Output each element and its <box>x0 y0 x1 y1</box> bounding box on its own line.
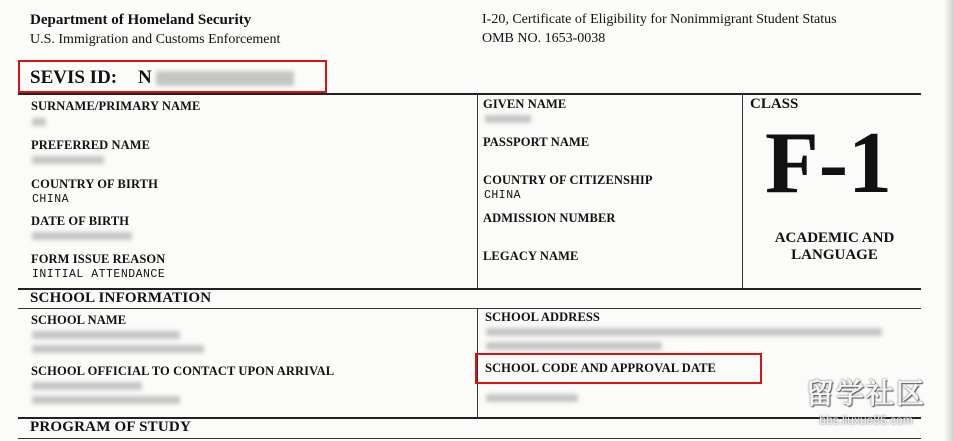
school-code-label: SCHOOL CODE AND APPROVAL DATE <box>485 361 716 375</box>
passport-name-label: PASSPORT NAME <box>483 135 590 149</box>
country-of-birth-value: CHINA <box>32 193 70 206</box>
form-header <box>482 12 837 47</box>
program-heading-underline <box>18 438 921 439</box>
form-issue-reason-label: FORM ISSUE REASON <box>31 252 166 266</box>
redacted-date-of-birth <box>32 232 132 240</box>
redacted-school-name-1 <box>32 331 180 339</box>
form-issue-reason-value: INITIAL ATTENDANCE <box>32 268 166 281</box>
school-official-label: SCHOOL OFFICIAL TO CONTACT UPON ARRIVAL <box>31 364 335 378</box>
omb-number: OMB NO. 1653-0038 <box>482 31 606 46</box>
surname-label: SURNAME/PRIMARY NAME <box>31 99 201 113</box>
scan-edge-shadow <box>944 0 954 441</box>
class-value: F-1 <box>765 115 893 212</box>
sub-agency-name: U.S. Immigration and Customs Enforcement <box>30 32 281 47</box>
class-divider <box>742 94 743 288</box>
sevis-id-label: SEVIS ID: <box>30 67 118 88</box>
column-divider <box>477 94 478 288</box>
top-rule <box>18 93 921 95</box>
class-description-line1: ACADEMIC AND <box>774 230 895 246</box>
school-heading-underline <box>18 308 921 309</box>
redacted-official-name <box>32 382 142 390</box>
redacted-official-title <box>32 396 180 404</box>
school-name-label: SCHOOL NAME <box>31 313 127 327</box>
class-label: CLASS <box>750 96 799 112</box>
school-address-label: SCHOOL ADDRESS <box>485 310 600 324</box>
sevis-id-prefix: N <box>138 67 152 88</box>
admission-number-label: ADMISSION NUMBER <box>483 211 616 225</box>
sevis-id-value <box>138 67 294 89</box>
country-of-birth-label: COUNTRY OF BIRTH <box>31 177 158 191</box>
watermark-url: bbs.liuxue86.com <box>819 413 913 427</box>
citizenship-label: COUNTRY OF CITIZENSHIP <box>483 173 653 187</box>
form-title: I-20, Certificate of Eligibility for Nonimmigrant Student Status <box>482 12 837 27</box>
redacted-surname <box>32 118 46 126</box>
redacted-sevis-number <box>156 71 294 86</box>
preferred-name-label: PREFERRED NAME <box>31 138 151 152</box>
redacted-approval-date <box>486 394 578 402</box>
redacted-given-name <box>485 115 531 123</box>
given-name-label: GIVEN NAME <box>483 97 567 111</box>
agency-header <box>30 12 280 48</box>
redacted-school-address-2 <box>486 342 662 350</box>
class-description-line2: LANGUAGE <box>791 247 878 263</box>
redacted-school-name-2 <box>32 345 204 353</box>
redacted-preferred-name <box>32 156 104 164</box>
program-of-study-heading: PROGRAM OF STUDY <box>30 419 191 435</box>
redacted-school-address-1 <box>486 328 882 336</box>
legacy-name-label: LEGACY NAME <box>483 249 579 263</box>
agency-name: Department of Homeland Security <box>30 12 252 28</box>
watermark-logo: 留学社区 <box>805 377 926 410</box>
date-of-birth-label: DATE OF BIRTH <box>31 214 130 228</box>
site-watermark <box>784 372 948 427</box>
class-description <box>752 230 917 264</box>
school-information-heading: SCHOOL INFORMATION <box>30 290 212 306</box>
citizenship-value: CHINA <box>484 189 522 202</box>
